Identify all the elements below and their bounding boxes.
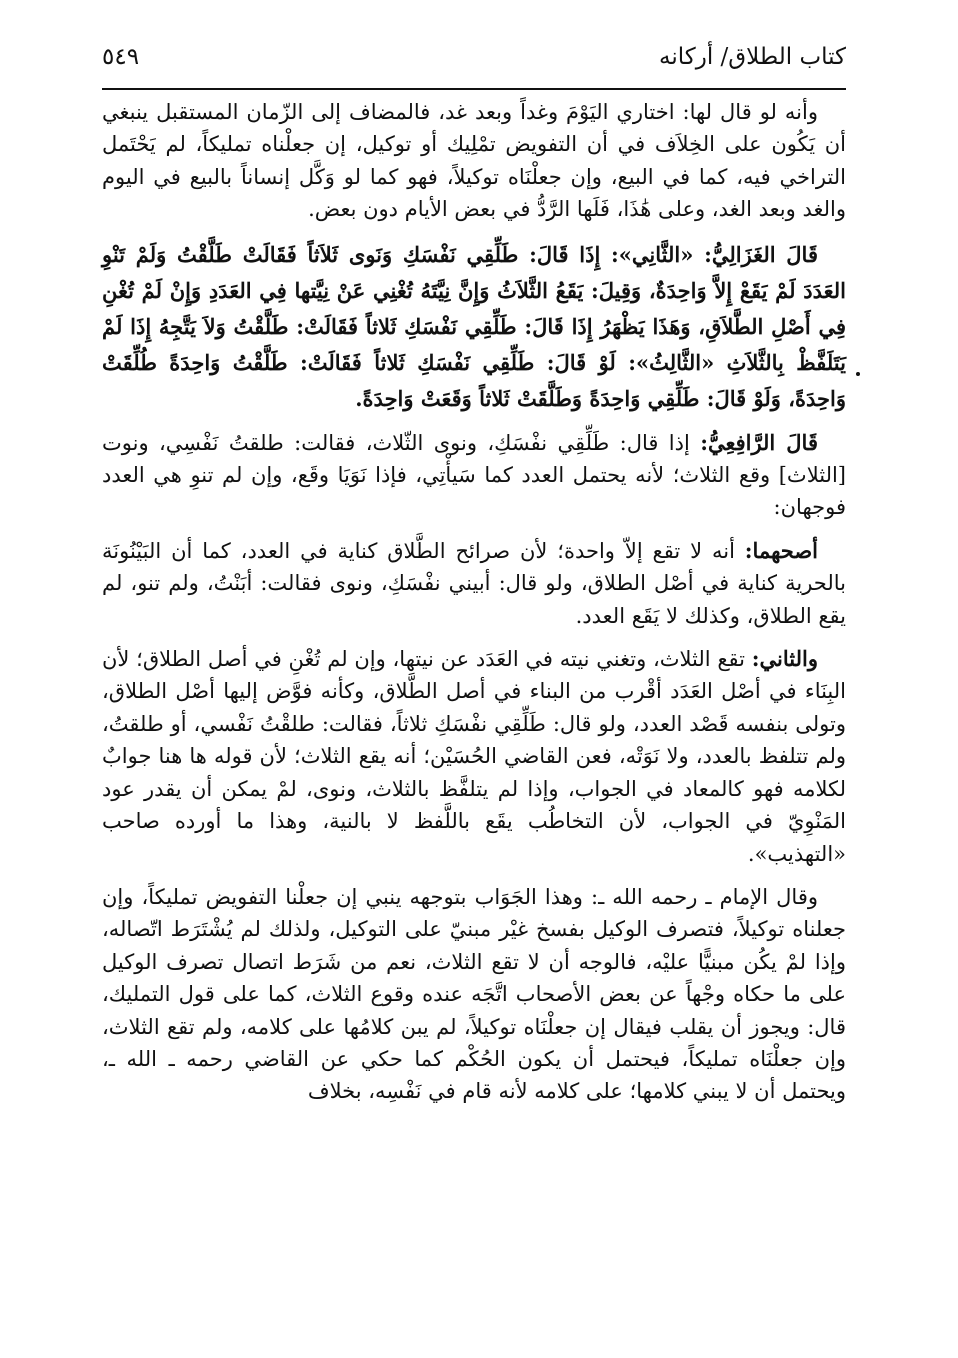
paragraph-lead: قَالَ الرَّافِعِيُّ:: [700, 429, 818, 455]
paragraph-text: إذا قال: طَلِّقِي نفْسَكِ، ونوى الثّلاث، فقالت: طلقتُ نَفْسِي، ونوت [الثلاث] وقع الثلاث؛ لأنه يحتمل العدد كما سَيأْتِي، فإذا نَوَيَا وقَع، وإن لم تنوِ هي العدد فوجهان:: [102, 430, 846, 520]
paragraph-lead: أصحهما:: [744, 537, 818, 563]
ghazali-quote: [102, 237, 846, 417]
page-number: ٥٤٩: [102, 44, 140, 70]
paragraph-first-opinion: [102, 535, 846, 632]
paragraph-text: تقع الثلاث، وتغني نيته في العَدَد عن نيتها، وإن لم تُغْنِ في أصل الطلاق؛ لأن البِنَاء في أصْل العَدَد أقْرب من البناء في أصل الطَّلاق، وكأنه فوَّض إليها أصْل الطلاق، وتولى بنفسه قَصْد العدد، ولو قال: طَلِّقِي نفْسَكِ ثلاثاً، فقالت: طلقْتُ نَفْسي، أو طلقتُ، ولم تتلفظ بالعدد، ولا نَوَتْه، فعن القاضي الحُسَيْن؛ أنه يقع الثلاث؛ لأن قوله ها هنا جوابٌ لكلامه فهو كالمعاد في الجواب، وإذا لم يتلفَّظ بالثلاث، ونوى، لمْ يمكن أن يقدر عود المَنْوِيّ في الجواب، لأن التخاطُب يقَع باللَّفظ لا بالنية، وهذا ما أورده صاحب «التهذيب».: [102, 647, 846, 866]
paragraph-second-opinion: [102, 643, 846, 870]
paragraph-rafii: [102, 427, 846, 524]
page-header: [102, 40, 846, 86]
header-rule: [102, 88, 846, 90]
page-body: [102, 96, 846, 1119]
paragraph-imam: [102, 881, 846, 1108]
margin-mark: [856, 372, 860, 376]
running-title: كتاب الطلاق/ أركانه: [659, 44, 846, 70]
paragraph-lead: والثاني:: [751, 646, 818, 672]
paragraph-text: وقال الإمام ـ رحمه الله ـ: وهذا الجَوَاب بتوجهه ينبي إن جعلْنا التفويض تمليكاً، وإن جعلناه توكيلاً، فتصرف الوكيل بفسخ غيْر مبنيّ على التوكيل، ولذلك لم يُشْتَرَط اتّصاله، وإذا لمْ يكُن مبنيًّا عليْه، فالوجه أن لا تقع الثلاث، نعم من شَرَط اتصال تصرف الوكيل على ما حكاه وجْهاً عن بعض الأصحاب اتَّجَه عنده وقوع الثلاث، كما على قول التمليك، قال: ويجوز أن يقلب فيقال إن جعلْنَاه توكيلاً، لم يبن كلامُها على كلامه، ولم تقع الثلاث، وإن جعلْنَاه تمليكاً، فيحتمل أن يكون الحُكْم كما حكي عن القاضي رحمه ـ الله ـ، ويحتمل أن لا يبني كلامها؛ على كلامه لأنه قام في نَفْسِه، بخلاف: [102, 884, 846, 1104]
paragraph-text: أنه لا تقع إلاّ واحدة؛ لأن صرائح الطَّلاق كناية في العدد، كما أن البَيْنُونَة بالحرية كناية في أصْل الطلاق، ولو قال: أبيني نفْسَكِ، ونوى فقالت: أبَنْتُ، ولم تنو، لم يقع الطلاق، وكذلك لا يَقَع العدد.: [102, 538, 846, 628]
paragraph-text: وأنه لو قال لها: اختاري اليَوْمَ وغداً وبعد غد، فالمضاف إلى الزّمان المستقبل ينبغي أن يَكُون على الخِلاَف في أن التفويض تمْلِيك أو توكيل، إن جعلْناه تمليكاً، لم يَحْتَمل التراخي فيه، كما في البيع، وإن جعلْنَاه توكيلاً، فهو كما لو وَكَّل إنساناً بالبيع في اليوم والغد وبعد الغد، وعلى هَٰذَا، فَلَها الرَّدُّ في بعض الأيام دون بعض.: [102, 100, 846, 222]
paragraph-1: [102, 96, 846, 226]
paragraph-text: قَالَ الغَزَالِيُّ: «الثَّانِي»: إِذَا قَالَ: طَلِّقِي نَفْسَكِ وَنَوى ثَلاَثاً فَقَالَتْ طَلَّقْتُ وَلَمْ تَنْوِ العَدَدَ لَمْ يَقَعْ إِلاَّ وَاحِدَةٌ، وَقِيلَ: يَقَعُ الثَّلاَثُ وَإِنَّ نِيَّتَهُ تُغْنِي عَنْ نِيَّتها فِي العَدَدِ وَإِنْ لَمْ تُغْنِ فِي أَصْلِ الطَّلاَقِ، وَهَذَا يَظْهَرُ إِذَا قَالَ: طَلِّقِي نَفْسَكِ ثَلاثاً فَقَالَتْ: طَلَّقْتُ وَلاَ يَتَّجِهُ إِذَا لَمْ يَتَلَفَّظْ بِالثَّلاَثِ «الثَّالِثُ»: لَوْ قَالَ: طَلِّقِي نَفْسَكِ ثَلاثاً فَقَالَتْ: طَلَّقْتُ وَاحِدَةً طُلِّقَتْ وَاحِدَةً، وَلَوْ قَالَ: طَلِّقِي وَاحِدَةً وَطَلَّقَتْ ثَلاثاً وَقَعَتْ وَاحِدَةً.: [102, 241, 846, 411]
